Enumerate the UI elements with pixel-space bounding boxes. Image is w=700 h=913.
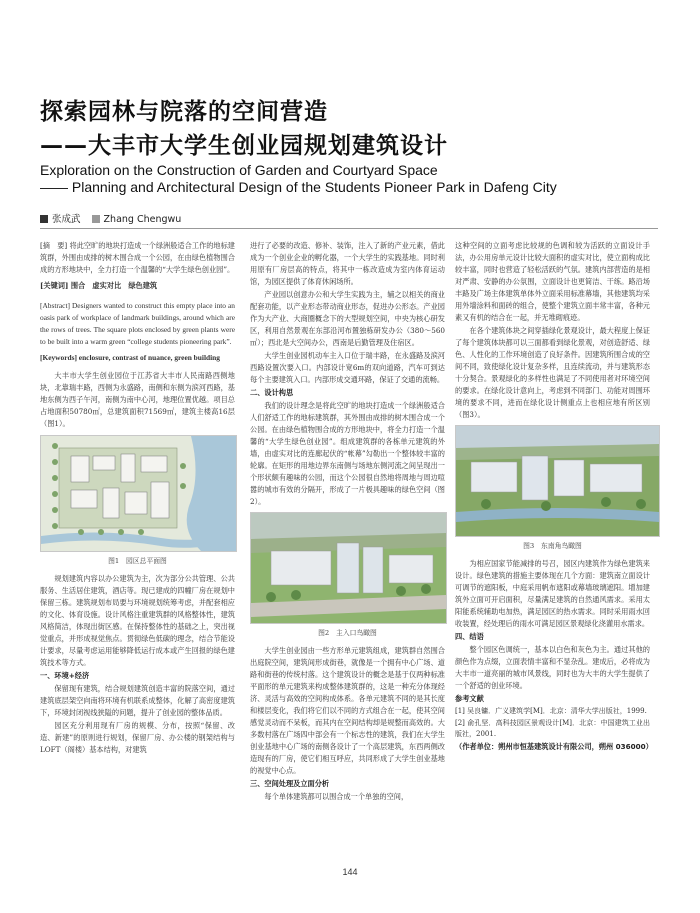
- reference-item: [1] 吴良镛．广义建筑学[M]．北京：清华大学出版社，1999.: [455, 707, 647, 715]
- southeast-aerial-figure: [455, 425, 660, 537]
- section-heading: 四、结语: [455, 632, 484, 641]
- body-paragraph: 进行了必要的改造、修补、装饰，注入了新的产业元素，借此成为一个创业企业的孵化器，一个大学生的实践基地。同时利用原有厂房层高的特点，将其中一栋改造成为室内体育运动馆，为园区提供了体育休闲场所。: [250, 241, 445, 286]
- references-heading: 参考文献: [455, 694, 484, 703]
- author-name-cn: 张成武: [52, 214, 81, 225]
- body-paragraph: 大丰市大学生创业园位于江苏省大丰市人民南路西侧地块，北靠瑞丰路，西侧为永盛路，南侧和东侧为滨河西路，基地东侧为西子午河，南侧为南中心河，地理位置优越。项目总占地面积50780㎡，总建筑面积71569㎡，建筑主楼高16层（图1）。: [40, 371, 235, 428]
- site-plan-figure: [40, 435, 237, 552]
- reference-item: [2] 俞孔坚．高科技园区景观设计[M]．北京：中国建筑工业出版社，2001.: [455, 719, 650, 738]
- column-2: [250, 240, 445, 804]
- body-paragraph: 在各个建筑体块之间穿插绿化景观设计，最大程度上保证了每个建筑体块都可以三面都看到绿化景观，对创造舒适、绿色、人性化的工作环境创造了良好条件。因建筑所围合成的空间不同，致使绿化设计复杂多样，且连续流动，并与建筑形态十分契合。景观绿化的多样性也满足了不同使用者对环境空间的要求。在绿化设计意向上，考虑到不同部门、功能对周围环境的要求不同，进而在绿化设计侧重点上也相应地有所区别（图3）。: [455, 326, 650, 419]
- section-heading: 三、空间处理及立面分析: [250, 779, 330, 788]
- body-paragraph: 大学生创业园机动车主入口位于瑞丰路，在永盛路及滨河西路设置次要入口。内部设计宽6m的双向道路，汽车可到达每个主要建筑入口。内部形成交通环路，保证了交通的流畅。: [250, 351, 445, 384]
- author-name-en: Zhang Chengwu: [103, 214, 182, 225]
- body-paragraph: 保留现有建筑，结合规划建筑创造丰富的院落空间，通过建筑底层架空向南将环境有机联系成整体，化解了高密度建筑下，环境封闭视线狭隘的问题，提升了创业园的整体品质。: [40, 684, 235, 717]
- southeast-aerial-image: [456, 426, 659, 536]
- site-plan-image: [41, 436, 236, 551]
- figure-3-caption: 图3 东南角鸟瞰图: [523, 542, 582, 550]
- body-paragraph: 每个单体建筑都可以围合成一个单独的空间，: [264, 792, 409, 801]
- author-line: [40, 211, 181, 225]
- main-entrance-figure: [250, 512, 447, 624]
- title-cn-subtitle: ——大丰市大学生创业园规划建筑设计: [40, 133, 448, 159]
- page-number: 144: [342, 867, 358, 877]
- figure-2-caption: 图2 主入口鸟瞰图: [318, 629, 377, 637]
- title-en-subtitle: —— Planning and Architectural Design of the Students Pioneer Park in Dafeng City: [40, 179, 557, 195]
- square-bullet-icon: [92, 215, 100, 223]
- author-affiliation: （作者单位：朔州市恒基建筑设计有限公司，朔州 036000）: [455, 742, 653, 751]
- body-paragraph: 为相应国家节能减排的号召，园区内建筑作为绿色建筑来设计。绿色建筑的措施主要体现在几个方面：建筑南立面设计可调节的遮阳板，中庭采用帆布遮阳或幕墙玻璃遮阳。增加建筑外立面可开启面积，尽量满足建筑的自然通风需求。采用太阳能系统辅助电加热，满足园区的热水需求。同时采用雨水回收装置，经处理后的雨水可满足园区景观绿化浇灌用水需求。: [455, 559, 650, 628]
- body-paragraph: 大学生创业园由一些方形单元建筑组成，建筑群自然围合出庭院空间，建筑间形成街巷，就像是一个拥有中心广场、道路和街巷的传统村落。这个建筑设计的概念是基于仅两种标准平面形的单元建筑来构成整体建筑群的，这是一种充分体现经济、灵活与高效的空间构成体系。各单元建筑不同的是其长度和楼层变化，我们将它们以不同的方式组合在一起，使其空间感觉灵动而不呆板，而其内在空间结构却是规整而高效的。大多数村落在广场四中部会有一个标志性的建筑，我们在大学生创业基地中心广场的南侧各设计了一个高层建筑，东西两侧改造现有的厂房，使它们相互呼应，共同形成了大学生创业基地的视觉中心点。: [250, 646, 445, 775]
- section-heading: 一、环境+经济: [40, 671, 90, 680]
- main-entrance-image: [251, 513, 446, 623]
- body-paragraph: 这种空间的立面考虑比较规的色调和较为活跃的立面设计手法，办公用房单元设计比较大面积的虚实对比，使立面构成比较丰富，同时也营造了轻松活跃的气氛。建筑内部营造的是相对严肃、安静的办公氛围，立面设计也更简洁、干练。路沿场丰路及广场主体建筑单体外立面采用标准幕墙，其他建筑均采用外墙涂料和面砖的组合，使整个建筑立面丰常丰富，各种元素又有机的结合在一起，并无堆砌痕迹。: [455, 241, 650, 322]
- body-paragraph: 产业园以创意办公和大学生实践为主，辅之以相关的商业配套功能，以产业形态带动商业形态，促进办公形态。产业园作为大产业、大商圈概念下的大型规划空间，中央为核心研发区，利用自然景观在东部沿河布置独栋研发办公（380～560㎡）；西北是大空间办公，西南是后勤管理及住宿区。: [250, 290, 445, 347]
- abstract-cn: [摘 要] 将此空旷的地块打造成一个绿洲般适合工作的地标建筑群，外围由成排的树木围合成一个公园，在由绿色植物围合成的方形地块中，全力打造一个温馨的“大学生绿色创业园”。: [40, 241, 235, 274]
- title-en-main: Exploration on the Construction of Garden and Courtyard Space: [40, 162, 438, 178]
- body-paragraph: 规划建筑内容以办公建筑为主，次为部分公共管理、公共服务、生活居住建筑，酒店等。现已建成的四幢厂房在规划中保留三栋。建筑规划布局要与环境规划统筹考虑，并配套相应的文化、体育设施。设计风格注重建筑群的风格整体性，建筑风格简洁，体现出街区感。在保持整体性的基础之上，突出视觉重点，并形成视觉焦点。贯彻绿色低碳的理念，结合节能设计要求，尽量考虑运用能够降低运行成本或产生回报的绿色建筑技术等方式。: [40, 574, 235, 667]
- column-3: [455, 240, 653, 754]
- title-cn-main: 探索园林与院落的空间营造: [40, 99, 328, 125]
- keywords-en: [Keywords] enclosure, contrast of nuance, green building: [40, 353, 220, 362]
- keywords-cn: [关键词] 围合 虚实对比 绿色建筑: [40, 281, 158, 290]
- section-heading: 二、设计构思: [250, 388, 294, 397]
- column-1: [40, 240, 235, 757]
- body-paragraph: 我们的设计理念是将此空旷的地块打造成一个绿洲般适合人们舒适工作的地标建筑群，其外围由成排的树木围合成一个公园。在由绿色植物围合成的方形地块中，将全力打造一个温馨的“大学生绿色创业园”。组成建筑群的各栋单元建筑的外墙，由虚实对比的连廊起伏的“帐幕”勾勒出一个整体较丰富的轮廓。在矩形的用地边界东南侧与场地东侧河流之间呈现出一个形状颇有趣味的公园，而这个公园很自然地将周地与周边喧嚣的城市有效的分隔开，形成了一片极具趣味的绿色空间（图2）。: [250, 401, 445, 506]
- header-divider: [40, 228, 658, 229]
- abstract-en: [Abstract] Designers wanted to construct this empty place into an oasis park of workplace of landmark buildings, around which are the rows of trees. The square plots enclosed by green plants were to be built into a warm green “college students pioneering park”.: [40, 301, 235, 346]
- body-paragraph: 整个园区色调统一，基本以白色和灰色为主。通过其他的颜色作为点缀，立面表情丰富和不显杂乱。建成后，必将成为大丰市一道亮丽的城市风景线，同时也为大丰的大学生提供了一个舒适的创业环境。: [455, 645, 650, 690]
- square-bullet-icon: [40, 215, 48, 223]
- figure-1-caption: 图1 园区总平面图: [108, 557, 167, 565]
- body-paragraph: 园区充分利用现有厂房的规模、分布，按照“保留、改造、新建”的原则进行规划，保留厂房、办公楼的钢架结构与LOFT（阁楼）基本结构，对建筑: [40, 721, 235, 754]
